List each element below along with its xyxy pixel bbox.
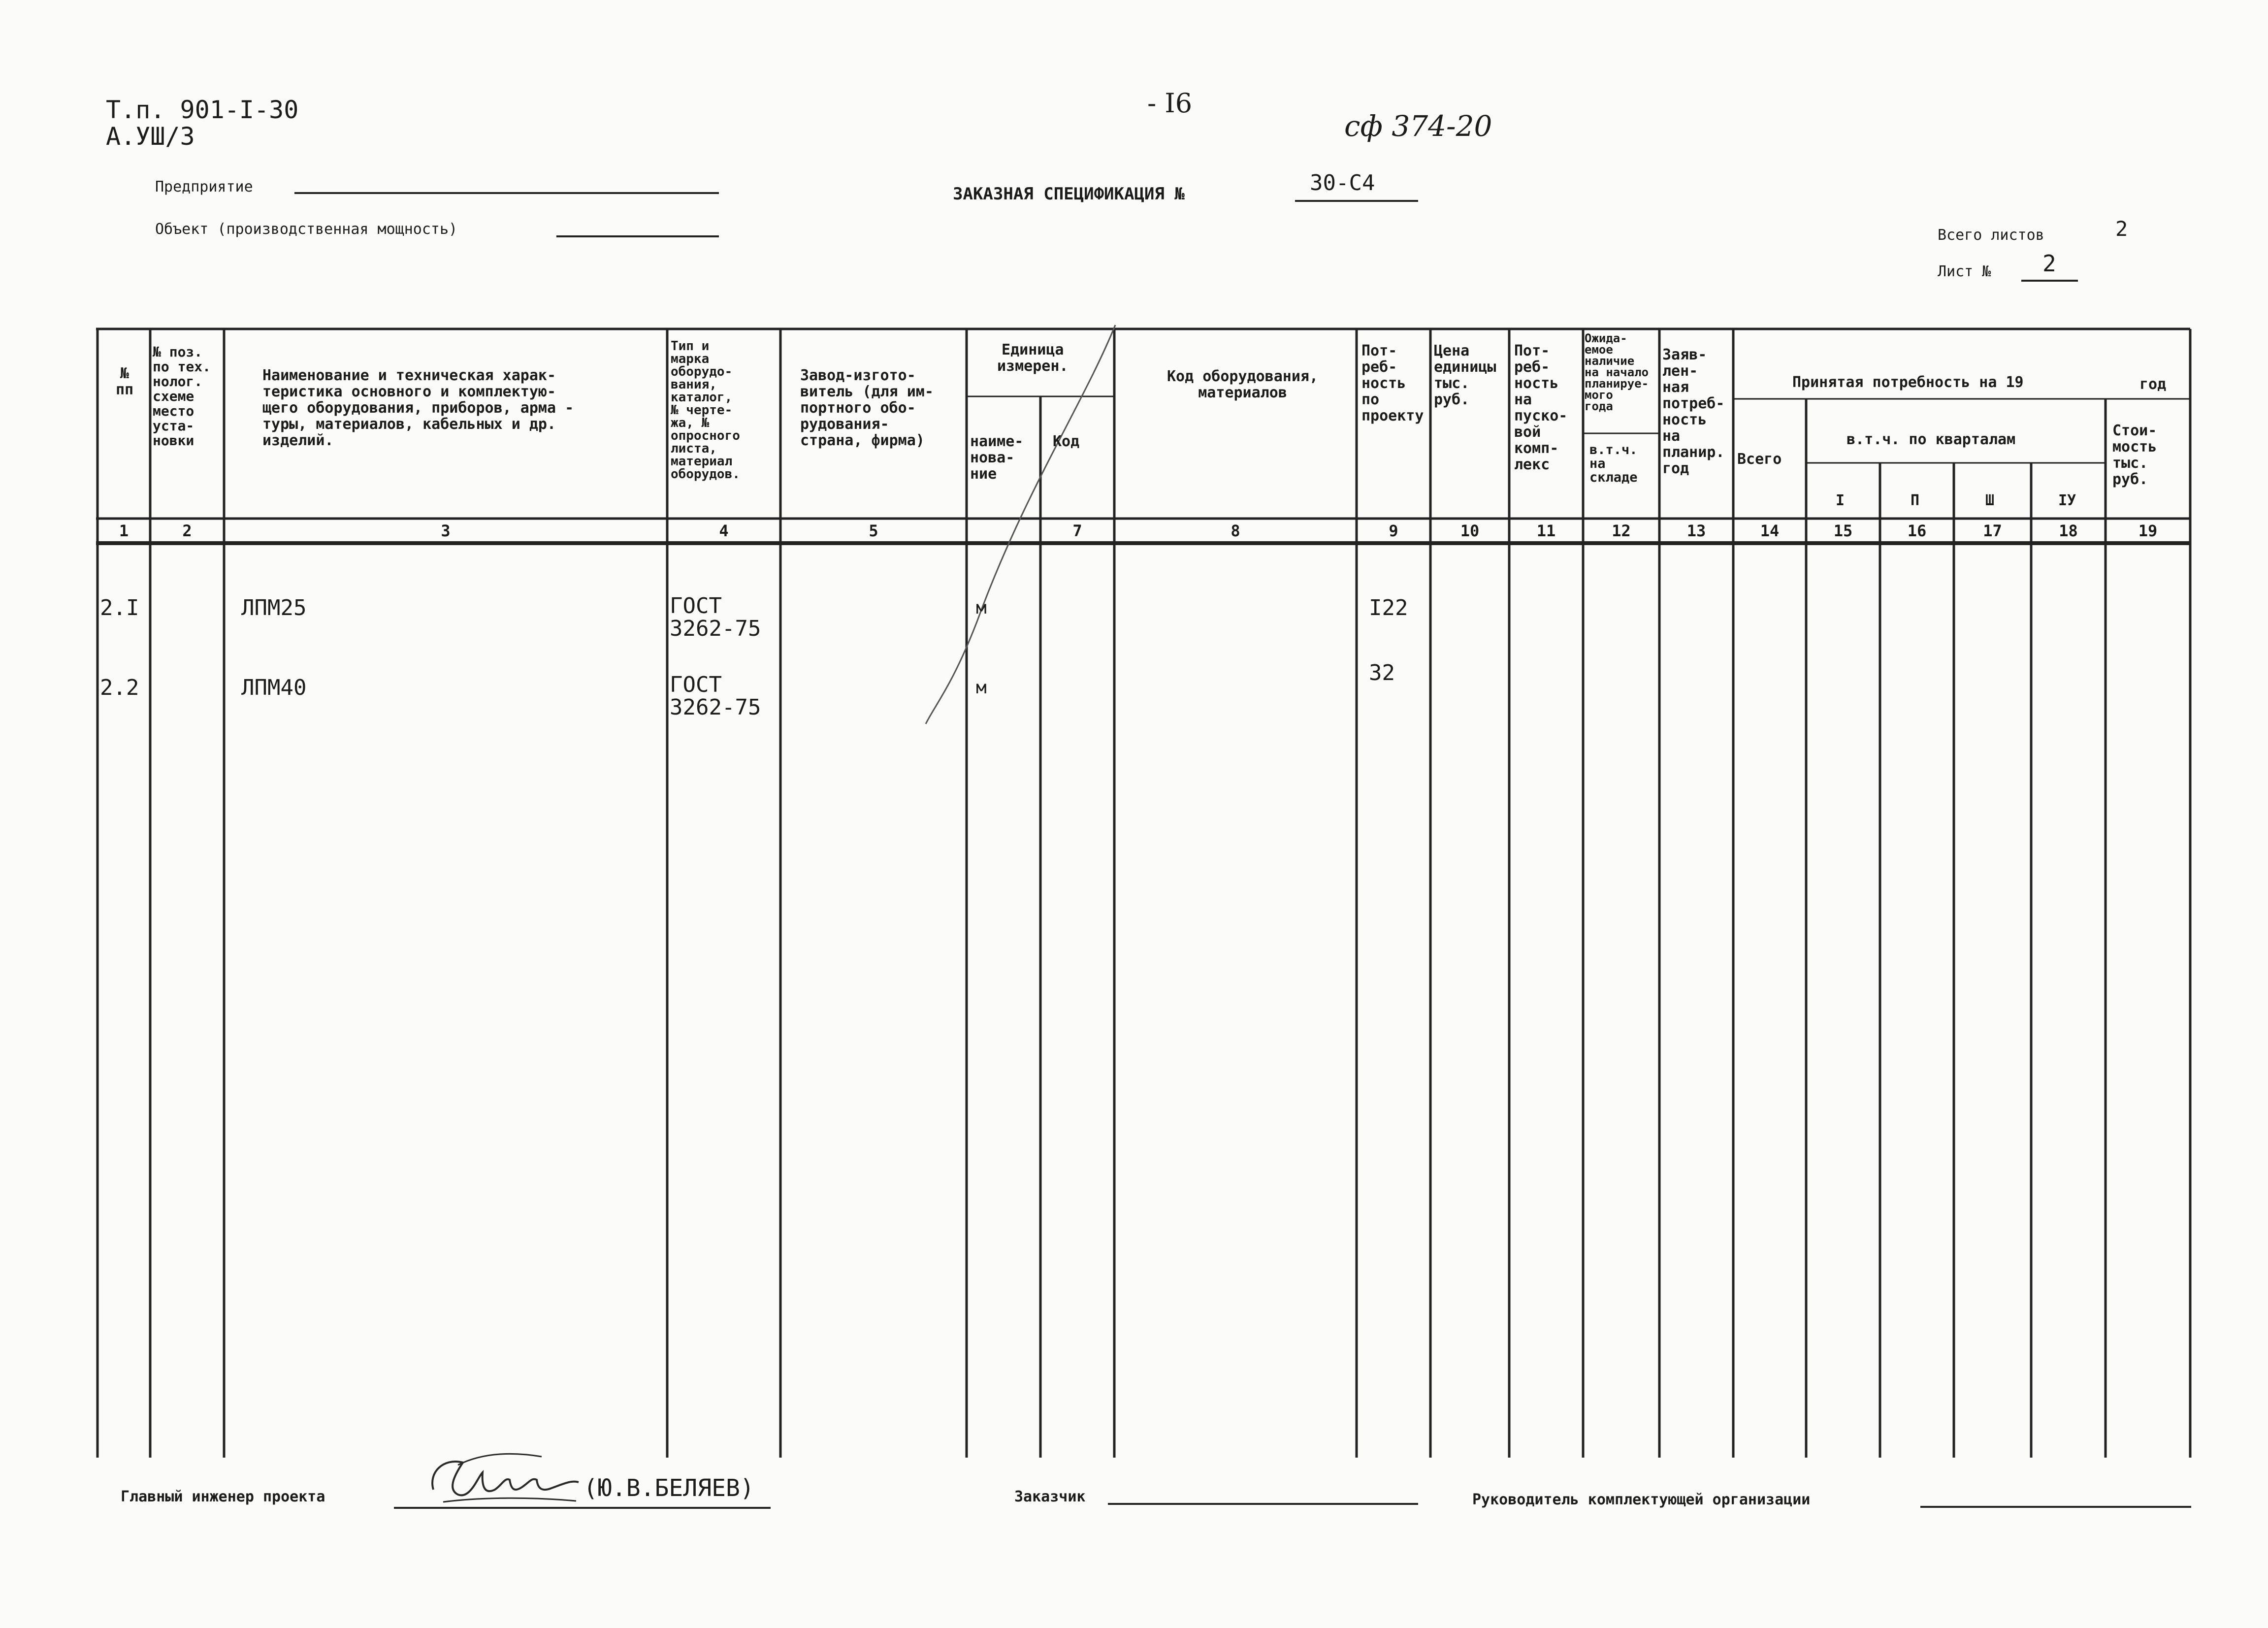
col-header-13: Заяв- лен- ная потреб- ность на планир. год bbox=[1662, 346, 1725, 477]
item-quantity: I22 bbox=[1369, 595, 1408, 620]
chief-engineer-name: (Ю.В.БЕЛЯЕВ) bbox=[583, 1474, 754, 1502]
chief-engineer-signature bbox=[423, 1443, 586, 1512]
column-number-8: 8 bbox=[1231, 521, 1240, 540]
sheet-number-value: 2 bbox=[2042, 250, 2056, 277]
accepted-year-label: год bbox=[2139, 376, 2167, 393]
column-number-18: 18 bbox=[2059, 521, 2078, 540]
column-number-19: 19 bbox=[2138, 521, 2158, 540]
total-sheets-value: 2 bbox=[2115, 217, 2128, 241]
col-header-14: Всего bbox=[1737, 451, 1782, 468]
col-header-q2: П bbox=[1911, 492, 1920, 509]
chief-engineer-line bbox=[394, 1507, 771, 1509]
item-unit: м bbox=[976, 678, 987, 698]
col-header-2: № поз. по тех. нолог. схеме место уста- новки bbox=[153, 344, 211, 449]
column-number-2: 2 bbox=[182, 521, 192, 540]
column-number-13: 13 bbox=[1686, 521, 1706, 540]
item-name: ЛПМ40 bbox=[241, 675, 307, 700]
col-header-4: Тип и марка оборудо- вания, каталог, № черте- жа, № опросного листа, материал оборудов. bbox=[671, 339, 740, 482]
col-header-1: № пп bbox=[115, 365, 134, 398]
row-number: 2.2 bbox=[100, 675, 139, 700]
col-header-12a: Ожида- емое наличие на начало планируе- мого года bbox=[1585, 331, 1649, 413]
quarters-group-header: в.т.ч. по кварталам bbox=[1847, 431, 2016, 448]
object-label: Объект (производственная мощность) bbox=[155, 221, 458, 238]
spec-number: 30-С4 bbox=[1310, 170, 1375, 195]
col-header-19: Стои- мость тыс. руб. bbox=[2112, 422, 2157, 488]
customer-label: Заказчик bbox=[1014, 1488, 1086, 1505]
col-header-q4: IУ bbox=[2058, 492, 2076, 509]
column-number-9: 9 bbox=[1389, 521, 1398, 540]
sheet-number-label: Лист № bbox=[1938, 263, 1991, 280]
spec-title: ЗАКАЗНАЯ СПЕЦИФИКАЦИЯ № bbox=[953, 184, 1185, 204]
item-quantity: 32 bbox=[1369, 660, 1395, 685]
column-number-17: 17 bbox=[1983, 521, 2002, 540]
column-number-14: 14 bbox=[1760, 521, 1780, 540]
col-header-10: Цена единицы тыс. руб. bbox=[1434, 342, 1496, 408]
row-number: 2.I bbox=[100, 595, 139, 620]
column-number-16: 16 bbox=[1907, 521, 1927, 540]
unit-group-header: Единица измерен. bbox=[997, 341, 1069, 375]
document-code-line-1: Т.п. 901-I-30 bbox=[106, 96, 299, 124]
col-header-12b: в.т.ч. на складе bbox=[1589, 442, 1638, 485]
chief-engineer-label: Главный инженер проекта bbox=[121, 1488, 325, 1505]
document-code-line-2: А.УШ/3 bbox=[106, 122, 195, 151]
item-type: ГОСТ 3262-75 bbox=[670, 672, 761, 720]
page-number: - I6 bbox=[1147, 88, 1193, 119]
col-header-7: Код bbox=[1053, 433, 1080, 450]
col-header-3: Наименование и техническая харак- теристика основного и комплектую- щего оборудования, приборов, арма - туры, материалов, кабельных и др. изделий. bbox=[262, 367, 574, 449]
col-header-q3: Ш bbox=[1985, 492, 1995, 509]
col-header-11: Пот- реб- ность на пуско- вой комп- лекс bbox=[1514, 342, 1568, 473]
archive-code: сф 374-20 bbox=[1344, 109, 1492, 143]
customer-line bbox=[1108, 1503, 1418, 1505]
enterprise-label: Предприятие bbox=[155, 178, 253, 195]
head-organization-line bbox=[1920, 1506, 2191, 1508]
column-number-7: 7 bbox=[1072, 521, 1082, 540]
item-unit: м bbox=[976, 598, 987, 618]
column-number-5: 5 bbox=[869, 521, 878, 540]
col-header-6: наиме- нова- ние bbox=[970, 433, 1024, 483]
accepted-group-header: Принятая потребность на 19 bbox=[1792, 374, 2024, 391]
item-type: ГОСТ 3262-75 bbox=[670, 593, 761, 641]
column-number-15: 15 bbox=[1833, 521, 1853, 540]
col-header-q1: I bbox=[1836, 492, 1845, 509]
column-number-3: 3 bbox=[441, 521, 451, 540]
column-number-4: 4 bbox=[719, 521, 729, 540]
col-header-9: Пот- реб- ность по проекту bbox=[1361, 342, 1424, 424]
item-name: ЛПМ25 bbox=[241, 595, 307, 620]
column-number-11: 11 bbox=[1536, 521, 1556, 540]
head-organization-label: Руководитель комплектующей организации bbox=[1472, 1491, 1811, 1508]
col-header-5: Завод-изгото- витель (для им- портного обо- рудования- страна, фирма) bbox=[800, 367, 934, 449]
column-number-12: 12 bbox=[1612, 521, 1631, 540]
col-header-8: Код оборудования, материалов bbox=[1167, 368, 1319, 401]
column-number-1: 1 bbox=[119, 521, 129, 540]
column-number-10: 10 bbox=[1460, 521, 1480, 540]
total-sheets-label: Всего листов bbox=[1938, 227, 2044, 244]
